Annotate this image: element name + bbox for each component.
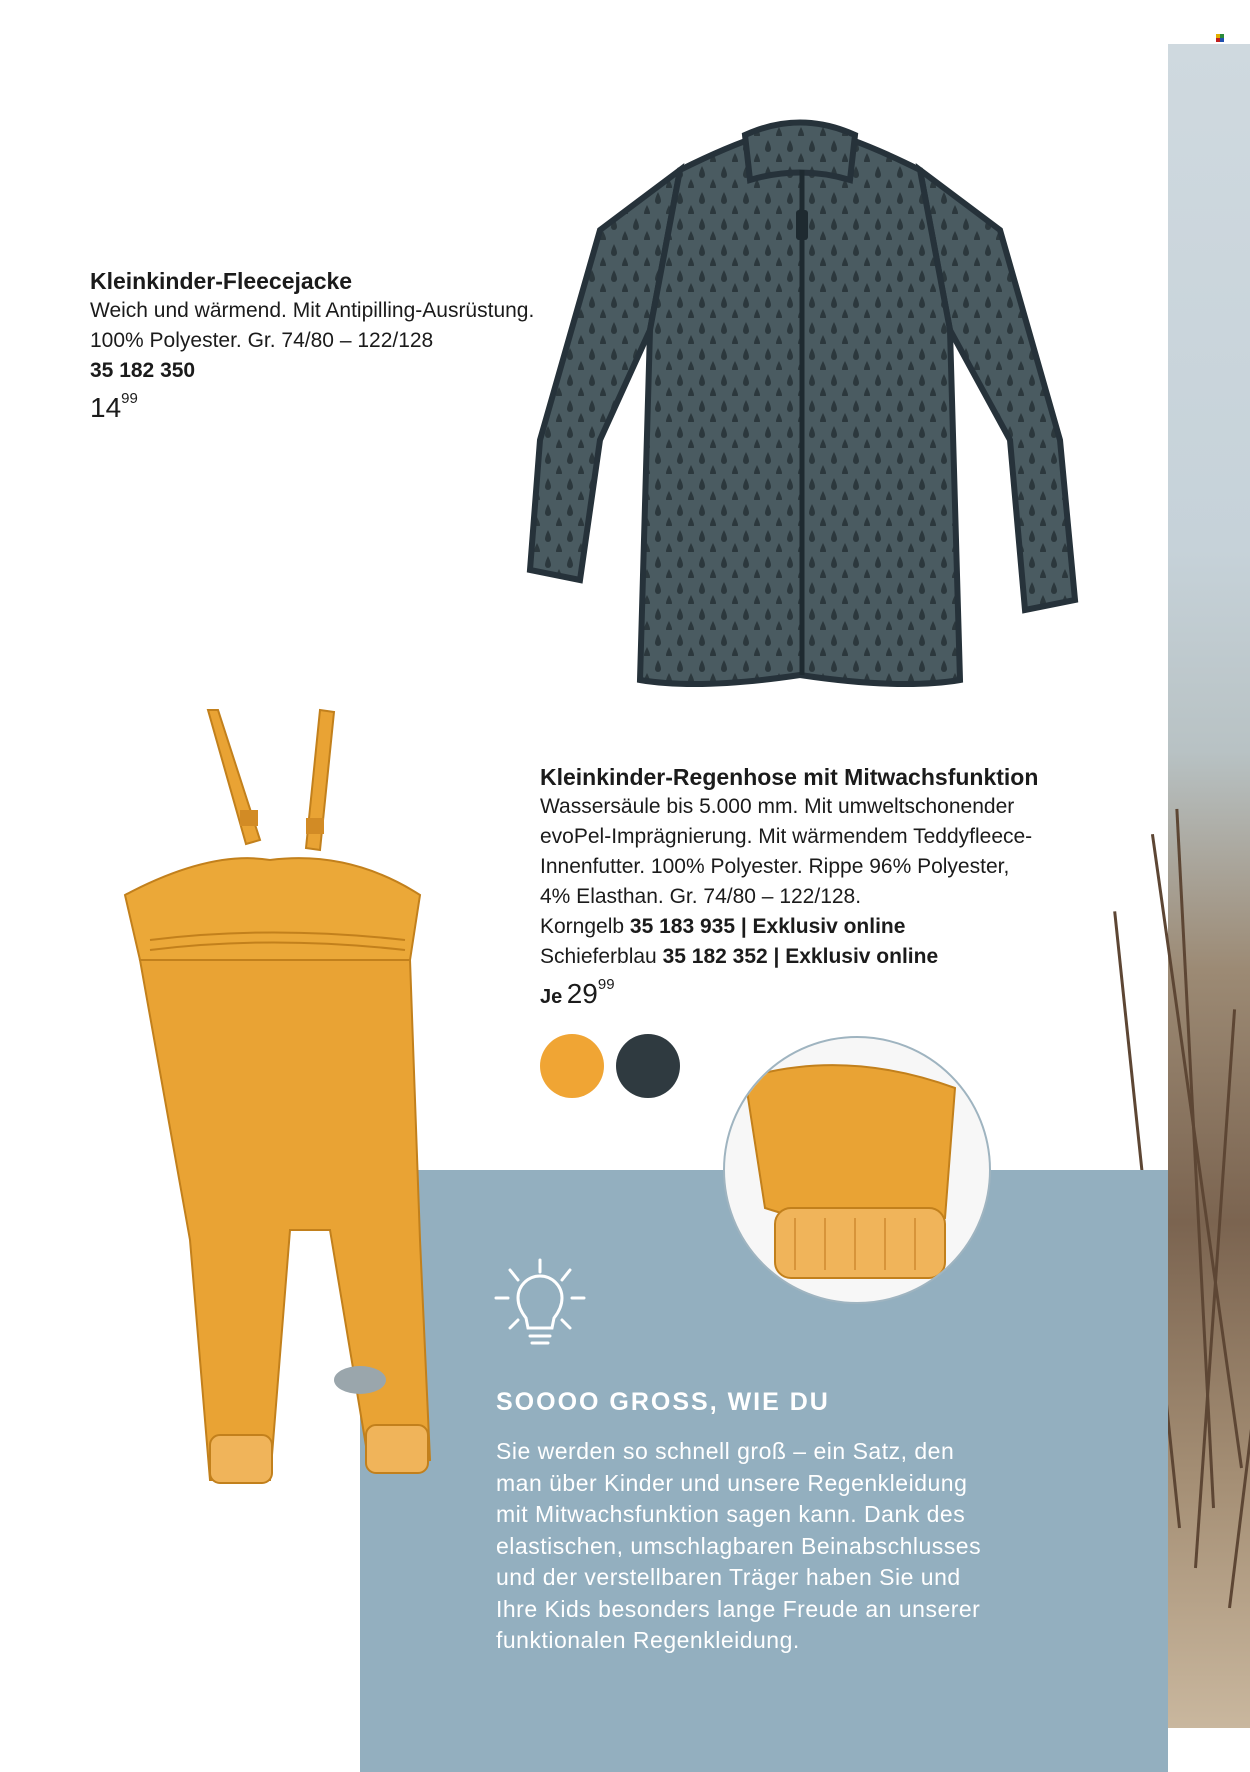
corner-mark-icon — [1216, 34, 1226, 42]
tip-body — [496, 1436, 1136, 1657]
rainpants-description-line: Innenfutter. 100% Polyester. Rippe 96% Polyester, — [540, 855, 1010, 878]
fleece-product-info — [90, 266, 610, 424]
fleece-description-line: Weich und wärmend. Mit Antipilling-Ausrüstung. — [90, 299, 535, 322]
swatch-schieferblau — [616, 1034, 680, 1098]
fleece-price-main: 14 — [90, 392, 122, 423]
rainpants-description-line: evoPel-Imprägnierung. Mit wärmendem Teddyfleece- — [540, 825, 1033, 848]
tip-line: funktionalen Regenkleidung. — [496, 1627, 800, 1653]
fleece-title: Kleinkinder-Fleecejacke — [90, 268, 353, 294]
rainpants-description-line: Wassersäule bis 5.000 mm. Mit umweltschonender — [540, 795, 1015, 818]
tip-line: mit Mitwachsfunktion sagen kann. Dank des — [496, 1501, 966, 1527]
tip-line: elastischen, umschlagbaren Beinabschlusses — [496, 1532, 982, 1559]
tip-line: und der verstellbaren Träger haben Sie und — [496, 1564, 961, 1590]
tip-line: Sie werden so schnell groß – ein Satz, den — [496, 1438, 955, 1464]
rainpants-title: Kleinkinder-Regenhose mit Mitwachsfunktion — [540, 764, 1039, 790]
variant-color: Schieferblau — [540, 945, 657, 968]
fleece-article-code: 35 182 350 — [90, 359, 196, 382]
tip-line: Ihre Kids besonders lange Freude an unserer — [496, 1595, 981, 1622]
tip-line: man über Kinder und unsere Regenkleidung — [496, 1469, 968, 1496]
fleece-price — [90, 392, 610, 424]
rainpants-variant-korngelb — [540, 912, 1100, 942]
edge-photo-dune-grass — [1168, 44, 1250, 1728]
price-prefix: Je — [540, 986, 563, 1008]
lightbulb-icon — [492, 1256, 588, 1356]
rainpants-price — [540, 978, 1100, 1010]
rainpants-description-line: 4% Elasthan. Gr. 74/80 – 122/128. — [540, 885, 862, 908]
tip-heading: SOOOO GROSS, WIE DU — [496, 1388, 830, 1416]
variant-color: Korngelb — [540, 915, 625, 938]
swatch-korngelb — [540, 1034, 604, 1098]
rainpants-price-cents: 99 — [597, 976, 615, 993]
rainpants-variant-schieferblau — [540, 942, 1100, 972]
fleece-price-cents: 99 — [121, 390, 138, 407]
variant-code: 35 183 935 | Exklusiv online — [629, 915, 906, 938]
fleece-description-line: 100% Polyester. Gr. 74/80 – 122/128 — [90, 329, 434, 352]
rain-pants-image — [120, 700, 440, 1520]
rainpants-price-main: 29 — [566, 978, 598, 1009]
rainpants-product-info — [540, 762, 1100, 1010]
variant-code: 35 182 352 | Exklusiv online — [662, 945, 939, 968]
cuff-detail-image — [723, 1036, 991, 1304]
